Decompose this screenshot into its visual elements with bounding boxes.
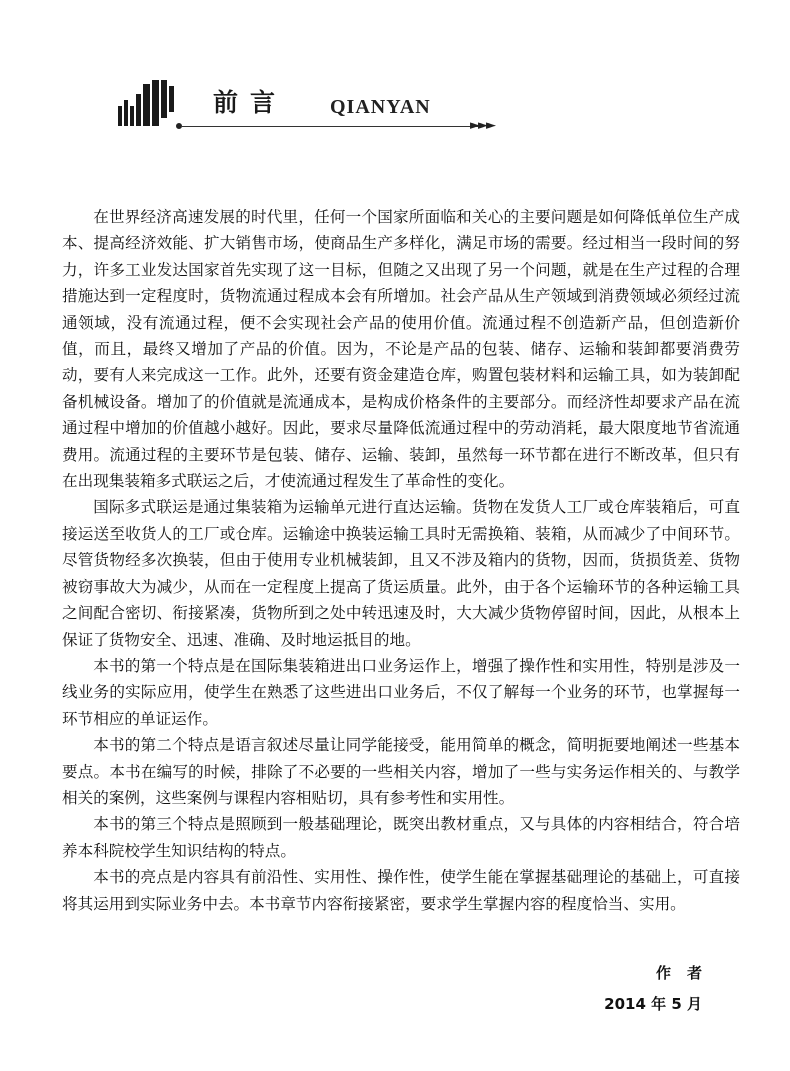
page-title: 前言 (213, 88, 288, 117)
preface-header (118, 80, 528, 140)
paragraph: 在世界经济高速发展的时代里，任何一个国家所面临和关心的主要问题是如何降低单位生产成本、提高经济效能、扩大销售市场，使商品生产多样化，满足市场的需要。经过相当一段时间的努力，许多工业发达国家首先实现了这一目标，但随之又出现了另一个问题，就是在生产过程的合理措施达到一定程度时，货物流通过程成本会有所增加。社会产品从生产领域到消费领域必须经过流通领域，没有流通过程，便不会实现社会产品的使用价值。流通过程不创造新产品，但创造新价值，而且，最终又增加了产品的价值。因为，不论是产品的包装、储存、运输和装卸都要消费劳动，要有人来完成这一工作。此外，还要有资金建造仓库，购置包装材料和运输工具，如为装卸配备机械设备。增加了的价值就是流通成本，是构成价格条件的主要部分。而经济性却要求产品在流通过程中增加的价值越小越好。因此，要求尽量降低流通过程中的劳动消耗，最大限度地节省流通费用。流通过程的主要环节是包装、储存、运输、装卸，虽然每一环节都在进行不断改革，但只有在出现集装箱多式联运之后，才使流通过程发生了革命性的变化。 (62, 208, 740, 491)
arrow-right-icon: ►►► (470, 118, 494, 133)
paragraph: 本书的亮点是内容具有前沿性、实用性、操作性，使学生能在掌握基础理论的基础上，可直接将其运用到实际业务中去。本书章节内容衔接紧密，要求学生掌握内容的程度恰当、实用。 (62, 868, 740, 913)
paragraph: 本书的第二个特点是语言叙述尽量让同学能接受，能用简单的概念，简明扼要地阐述一些基本要点。本书在编写的时候，排除了不必要的一些相关内容，增加了一些与实务运作相关的、与教学相关的案例，这些案例与课程内容相贴切，具有参考性和实用性。 (62, 736, 740, 807)
preface-body (62, 204, 740, 917)
signature-date: 2014 年 5 月 (604, 995, 702, 1013)
paragraph: 国际多式联运是通过集装箱为运输单元进行直达运输。货物在发货人工厂或仓库装箱后，可直接运送至收货人的工厂或仓库。运输途中换装运输工具时无需换箱、装箱，从而减少了中间环节。尽管货物经多次换装，但由于使用专业机械装卸，且又不涉及箱内的货物，因而，货损货差、货物被窃事故大为减少，从而在一定程度上提高了货运质量。此外，由于各个运输环节的各种运输工具之间配合密切、衔接紧凑，货物所到之处中转迅速及时，大大减少货物停留时间，因此，从根本上保证了货物安全、迅速、准确、及时地运抵目的地。 (62, 498, 740, 649)
page-title-pinyin: QIANYAN (330, 96, 431, 118)
signature-block (604, 958, 718, 1020)
paragraph: 本书的第三个特点是照顾到一般基础理论，既突出教材重点，又与具体的内容相结合，符合培养本科院校学生知识结构的特点。 (62, 815, 740, 860)
author-label: 作者 (655, 964, 718, 982)
paragraph: 本书的第一个特点是在国际集装箱进出口业务运作上，增强了操作性和实用性，特别是涉及一线业务的实际应用，使学生在熟悉了这些进出口业务后，不仅了解每一个业务的环节，也掌握每一环节相应的单证运作。 (62, 656, 740, 728)
header-rule (182, 126, 478, 127)
